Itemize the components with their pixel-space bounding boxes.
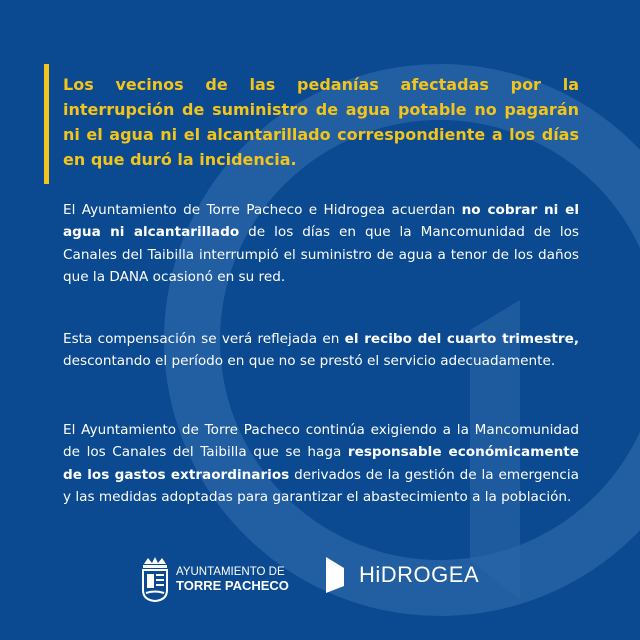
accent-bar <box>44 64 49 184</box>
text: Esta compensación se verá reflejada en <box>63 331 345 347</box>
coat-of-arms-icon <box>140 556 170 602</box>
text: El Ayuntamiento de Torre Pacheco continúa exigiendo a la Mancomunidad de los Canales del Taibilla que se haga <box>63 422 579 461</box>
ayuntamiento-logo <box>140 556 289 602</box>
paragraph-1 <box>63 199 579 289</box>
bold-text: el recibo del cuarto trimestre, <box>344 331 579 347</box>
hidrogea-wordmark: HiDROGEA <box>359 562 480 587</box>
text: descontando el período en que no se prestó el servicio adecuadamente. <box>63 353 556 370</box>
text: de los días en que la Mancomunidad de los Canales del Taibilla interrumpió el suministro de agua a tenor de los daños que la DANA ocasionó en su red. <box>63 224 579 286</box>
headline: Los vecinos de las pedanías afectadas por la interrupción de suministro de agua potable no pagarán ni el agua ni el alcantarillado correspondiente a los días en que duró la incidencia. <box>63 75 579 169</box>
bold-text: responsable económicamente de los gastos extraordinarios <box>63 444 579 483</box>
logo-line-2: TORRE PACHECO <box>176 577 289 593</box>
bold-text: no cobrar ni el agua ni alcantarillado <box>63 202 580 241</box>
hidrogea-mark-icon <box>325 556 345 594</box>
text: derivados de la gestión de la emergencia y las medidas adoptadas para garantizar el abastecimiento a la población. <box>63 466 580 506</box>
paragraph-2 <box>63 328 579 373</box>
text: El Ayuntamiento de Torre Pacheco e Hidrogea acuerdan <box>63 202 462 218</box>
logo-line-1: AYUNTAMIENTO DE <box>176 565 285 578</box>
paragraph-3 <box>63 419 579 509</box>
hidrogea-logo <box>325 556 479 594</box>
